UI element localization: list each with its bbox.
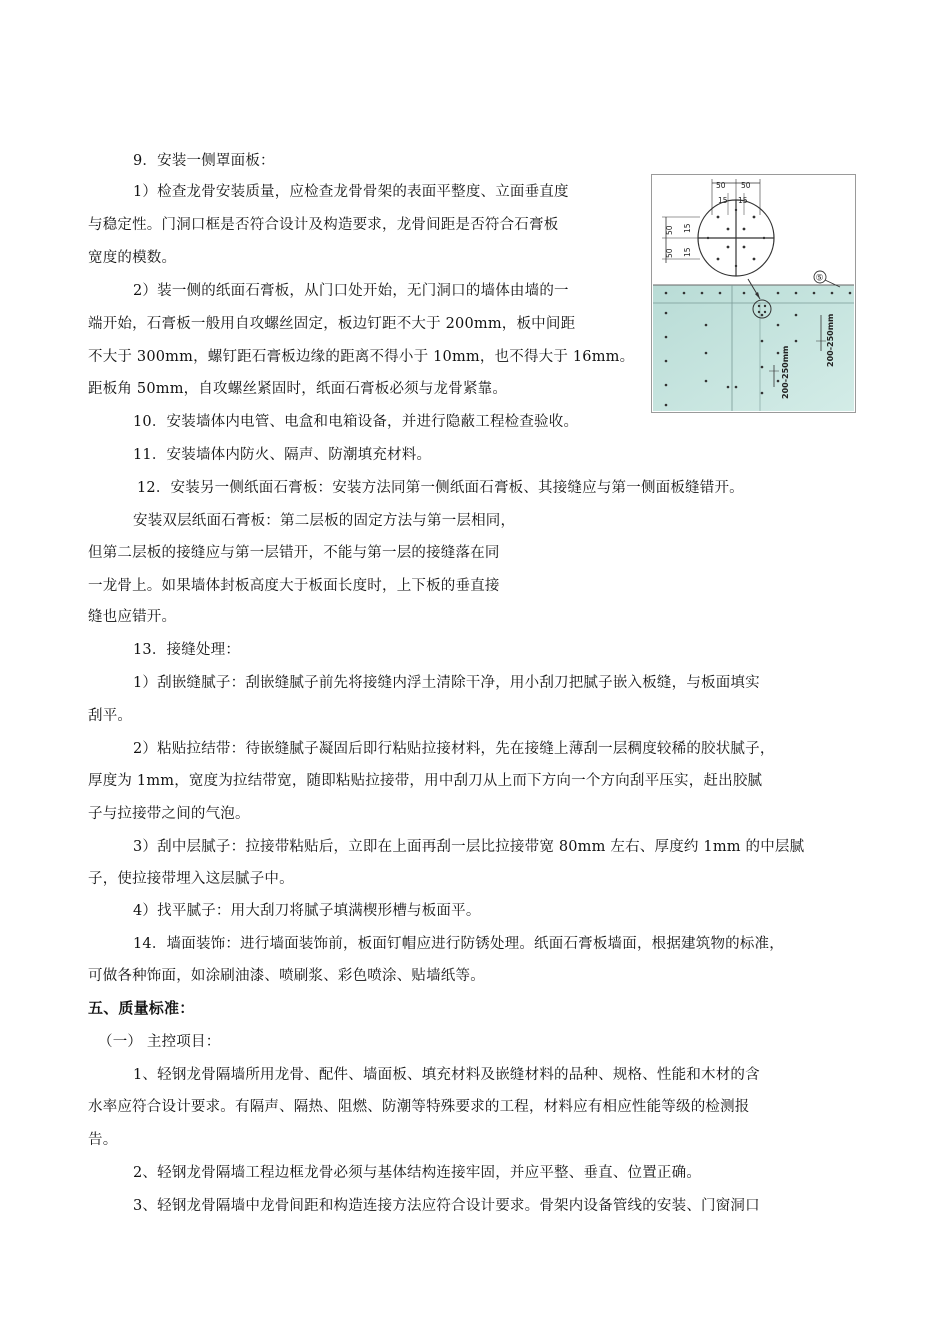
paragraph-line: 端开始，石膏板一般用自攻螺丝固定，板边钉距不大于 200mm，板中间距 (88, 316, 576, 332)
paragraph-line: 厚度为 1mm，宽度为拉结带宽，随即粘贴拉接带，用中刮刀从上而下方向一个方向刮平压实，赶出胶腻 (88, 773, 763, 789)
paragraph-line: 3）刮中层腻子：拉接带粘贴后，立即在上面再刮一层比拉接带宽 80mm 左右、厚度约 1mm 的中层腻 (133, 839, 805, 855)
dim-label: 15 (683, 247, 692, 257)
paragraph-line: 安装双层纸面石膏板：第二层板的固定方法与第一层相同， (133, 513, 516, 529)
paragraph-line: 水率应符合设计要求。有隔声、隔热、阻燃、防潮等特殊要求的工程，材料应有相应性能等级的检测报 (88, 1099, 750, 1115)
screw-spacing-diagram (651, 174, 856, 413)
dim-label: 50 (665, 225, 674, 235)
paragraph-line: 2、轻钢龙骨隔墙工程边框龙骨必须与基体结构连接牢固，并应平整、垂直、位置正确。 (133, 1165, 702, 1181)
paragraph-line: 不大于 300mm，螺钉距石膏板边缘的距离不得小于 10mm，也不得大于 16mm。 (88, 349, 635, 365)
step-14: 14．墙面装饰：进行墙面装饰前，板面钉帽应进行防锈处理。纸面石膏板墙面，根据建筑物的标准， (133, 936, 784, 952)
step-11: 11．安装墙体内防火、隔声、防潮填充材料。 (133, 447, 432, 463)
paragraph-line: 3、轻钢龙骨隔墙中龙骨间距和构造连接方法应符合设计要求。骨架内设备管线的安装、门窗洞口 (133, 1198, 760, 1214)
paragraph-line: 一龙骨上。如果墙体封板高度大于板面长度时，上下板的垂直接 (88, 578, 500, 594)
paragraph-line: 刮平。 (88, 708, 133, 724)
dim-label: 50 (741, 181, 751, 190)
paragraph-line: 子与拉接带之间的气泡。 (88, 806, 250, 822)
paragraph-line: 缝也应错开。 (88, 609, 177, 625)
paragraph-line: 可做各种饰面，如涂刷油漆、喷刷浆、彩色喷涂、贴墙纸等。 (88, 968, 485, 984)
paragraph-line: 1）检查龙骨安装质量，应检查龙骨骨架的表面平整度、立面垂直度 (133, 184, 569, 200)
dim-label: 50 (716, 181, 726, 190)
paragraph-line: 2）装一侧的纸面石膏板，从门口处开始，无门洞口的墙体由墙的一 (133, 283, 569, 299)
callout-number: ⑤ (815, 273, 824, 284)
section-heading-quality-standards: 五、质量标准： (88, 999, 195, 1017)
step-13-title: 13．接缝处理： (133, 642, 241, 658)
step-12: 12．安装另一侧纸面石膏板：安装方法同第一侧纸面石膏板、其接缝应与第一侧面板缝错开。 (137, 480, 744, 496)
paragraph-line: 1、轻钢龙骨隔墙所用龙骨、配件、墙面板、填充材料及嵌缝材料的品种、规格、性能和木材的含 (133, 1067, 760, 1083)
paragraph-line: 但第二层板的接缝应与第一层错开，不能与第一层的接缝落在同 (88, 545, 500, 561)
dim-label-vertical: 200-250mm (826, 313, 835, 367)
gypsum-board (653, 285, 854, 411)
paragraph-line: 子，使拉接带埋入这层腻子中。 (88, 871, 294, 887)
paragraph-line: 告。 (88, 1132, 118, 1148)
dim-label-vertical: 200-250mm (781, 345, 790, 399)
paragraph-line: 4）找平腻子：用大刮刀将腻子填满楔形槽与板面平。 (133, 903, 481, 919)
paragraph-line: 2）粘贴拉结带：待嵌缝腻子凝固后即行粘贴拉接材料，先在接缝上薄刮一层稠度较稀的胶状腻子， (133, 741, 775, 757)
paragraph-line: 宽度的模数。 (88, 250, 177, 266)
step-10: 10．安装墙体内电管、电盒和电箱设备，并进行隐蔽工程检查验收。 (133, 414, 579, 430)
subsection-heading: （一） 主控项目： (98, 1034, 221, 1050)
dim-label: 50 (665, 248, 674, 258)
diagram-svg (652, 175, 855, 412)
step-9-title: 9．安装一侧罩面板： (133, 153, 275, 169)
paragraph-line: 1）刮嵌缝腻子：刮嵌缝腻子前先将接缝内浮土清除干净，用小刮刀把腻子嵌入板缝，与板面填实 (133, 675, 760, 691)
dim-label: 15 (738, 196, 748, 205)
paragraph-line: 与稳定性。门洞口框是否符合设计及构造要求，龙骨间距是否符合石膏板 (88, 217, 559, 233)
paragraph-line: 距板角 50mm，自攻螺丝紧固时，纸面石膏板必须与龙骨紧靠。 (88, 381, 508, 397)
dim-label: 15 (683, 223, 692, 233)
dim-label: 15 (718, 196, 728, 205)
